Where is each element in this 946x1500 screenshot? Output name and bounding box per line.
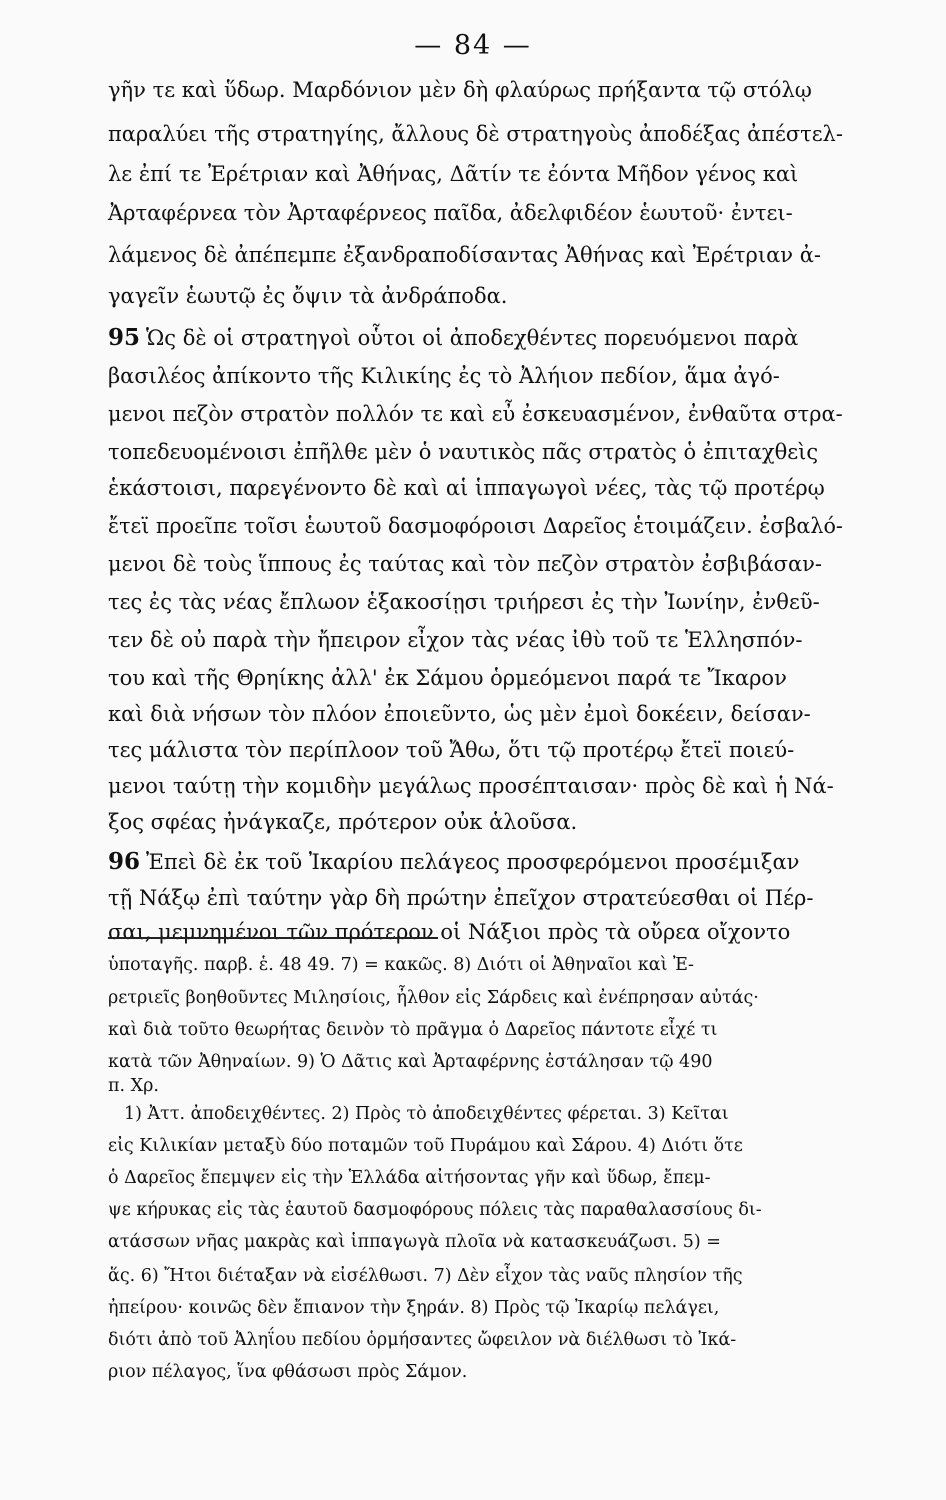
note-line: κατὰ τῶν Ἀθηναίων. 9) Ὁ Δᾶτις καὶ Ἀρταφέρνης ἐστάλησαν τῷ 490 xyxy=(108,1052,713,1072)
text-line: βασιλέος ἀπίκοντο τῆς Κιλικίης ἐς τὸ Ἀλήιον πεδίον, ἅμα ἀγό- xyxy=(108,364,780,388)
text-line: λε ἐπί τε Ἐρέτριαν καὶ Ἀθήνας, Δᾶτίν τε ἐόντα Μῆδον γένος καὶ xyxy=(108,162,799,186)
footnote-line: διότι ἀπὸ τοῦ Ἀληΐου πεδίου ὁρμήσαντες ὤφειλον νὰ διέλθωσι τὸ Ἰκά- xyxy=(108,1330,737,1350)
text-line: γῆν τε καὶ ὕδωρ. Μαρδόνιον μὲν δὴ φλαύρως πρήξαντα τῷ στόλῳ xyxy=(108,78,812,102)
text-line: καὶ διὰ νήσων τὸν πλόον ἐποιεῦντο, ὡς μὲν ἐμοὶ δοκέειν, δείσαν- xyxy=(108,702,811,726)
footnote-line: εἰς Κιλικίαν μεταξὺ δύο ποταμῶν τοῦ Πυράμου καὶ Σάρου. 4) Διότι ὅτε xyxy=(108,1136,743,1156)
page-number: — 84 — xyxy=(414,30,532,61)
text-line: τεν δὲ οὐ παρὰ τὴν ἤπειρον εἶχον τὰς νέας ἰθὺ τοῦ τε Ἑλλησπόν- xyxy=(108,628,803,652)
text-line: μενοι δὲ τοὺς ἵππους ἐς ταύτας καὶ τὸν πεζὸν στρατὸν ἐσβιβάσαν- xyxy=(108,552,823,576)
text-span: Ἐπεὶ δὲ ἐκ τοῦ Ἰκαρίου πελάγεος προσφερόμενοι προσέμιξαν xyxy=(146,850,800,874)
note-line: ὑποταγῆς. παρβ. ἑ. 48 49. 7) = κακῶς. 8) Διότι οἱ Ἀθηναῖοι καὶ Ἐ- xyxy=(108,955,694,975)
text-line: λάμενος δὲ ἀπέπεμπε ἐξανδραποδίσαντας Ἀθήνας καὶ Ἐρέτριαν ἀ- xyxy=(108,243,822,267)
text-line: μενοι πεζὸν στρατὸν πολλόν τε καὶ εὖ ἐσκευασμένον, ἐνθαῦτα στρα- xyxy=(108,402,843,426)
text-line: ἔτεϊ προεῖπε τοῖσι ἑωυτοῦ δασμοφόροισι Δαρεῖος ἑτοιμάζειν. ἐσβαλό- xyxy=(108,514,843,538)
text-span: Ὡς δὲ οἱ στρατηγοὶ οὗτοι οἱ ἀποδεχθέντες πορευόμενοι παρὰ xyxy=(146,326,799,350)
section-number: 96 xyxy=(108,848,141,875)
note-line: ρετριεῖς βοηθοῦντες Μιλησίοις, ἦλθον εἰς Σάρδεις καὶ ἐνέπρησαν αὐτάς· xyxy=(108,988,759,1008)
text-line: ἑκάστοισι, παρεγένοντο δὲ καὶ αἱ ἱππαγωγοὶ νέες, τὰς τῷ προτέρῳ xyxy=(108,476,825,500)
footnote-line: 1) Ἀττ. ἀποδειχθέντες. 2) Πρὸς τὸ ἀποδειχθέντες φέρεται. 3) Κεῖται xyxy=(124,1104,729,1124)
text-line: σαι, μεμνημένοι τῶν πρότερον οἱ Νάξιοι πρὸς τὰ οὔρεα οἴχοντο xyxy=(108,920,791,944)
section-number: 95 xyxy=(108,324,141,351)
footnote-line: ατάσσων νῆας μακρὰς καὶ ἱππαγωγὰ πλοῖα νὰ κατασκευάζωσι. 5) = xyxy=(108,1232,721,1252)
note-line: π. Χρ. xyxy=(108,1076,159,1096)
footnote-line: ριον πέλαγος, ἵνα φθάσωσι πρὸς Σάμον. xyxy=(108,1362,468,1382)
section-95-first-line xyxy=(108,324,843,351)
text-line: τοπεδευομένοισι ἐπῆλθε μὲν ὁ ναυτικὸς πᾶς στρατὸς ὁ ἐπιταχθεὶς xyxy=(108,440,819,464)
text-line: μενοι ταύτῃ τὴν κομιδὴν μεγάλως προσέπταισαν· πρὸς δὲ καὶ ἡ Νά- xyxy=(108,774,834,798)
footnote-line: ἅς. 6) Ἤτοι διέταξαν νὰ εἰσέλθωσι. 7) Δὲν εἶχον τὰς ναῦς πλησίον τῆς xyxy=(108,1266,743,1286)
section-96-first-line xyxy=(108,848,843,875)
footnote-line: ψε κήρυκας εἰς τὰς ἑαυτοῦ δασμοφόρους πόλεις τὰς παραθαλασσίους δι- xyxy=(108,1200,762,1220)
footnote-line: ὁ Δαρεῖος ἔπεμψεν εἰς τὴν Ἑλλάδα αἰτήσοντας γῆν καὶ ὕδωρ, ἔπεμ- xyxy=(108,1168,711,1188)
text-line: τες μάλιστα τὸν περίπλοον τοῦ Ἄθω, ὅτι τῷ προτέρῳ ἔτεϊ ποιεύ- xyxy=(108,738,795,762)
text-line: τῇ Νάξῳ ἐπὶ ταύτην γὰρ δὴ πρώτην ἐπεῖχον στρατεύεσθαι οἱ Πέρ- xyxy=(108,886,814,910)
footnote-separator xyxy=(108,937,438,939)
text-line: τες ἐς τὰς νέας ἔπλωον ἑξακοσίῃσι τριήρεσι ἐς τὴν Ἰωνίην, ἐνθεῦ- xyxy=(108,590,820,614)
text-line: παραλύει τῆς στρατηγίης, ἄλλους δὲ στρατηγοὺς ἀποδέξας ἀπέστελ- xyxy=(108,122,843,146)
text-line: γαγεῖν ἑωυτῷ ἐς ὄψιν τὰ ἀνδράποδα. xyxy=(108,284,508,308)
footnote-line: ἠπείρου· κοινῶς δὲν ἔπιανον τὴν ξηράν. 8) Πρὸς τῷ Ἰκαρίῳ πελάγει, xyxy=(108,1298,720,1318)
text-line: Ἀρταφέρνεα τὸν Ἀρταφέρνεος παῖδα, ἀδελφιδέον ἑωυτοῦ· ἐντει- xyxy=(108,201,793,225)
note-line: καὶ διὰ τοῦτο θεωρήτας δεινὸν τὸ πρᾶγμα ὁ Δαρεῖος πάντοτε εἶχέ τι xyxy=(108,1020,718,1040)
text-line: του καὶ τῆς Θρηίκης ἀλλ' ἐκ Σάμου ὁρμεόμενοι παρά τε Ἴκαρον xyxy=(108,666,787,690)
text-line: ξος σφέας ἠνάγκαζε, πρότερον οὐκ ἁλοῦσα. xyxy=(108,810,578,834)
